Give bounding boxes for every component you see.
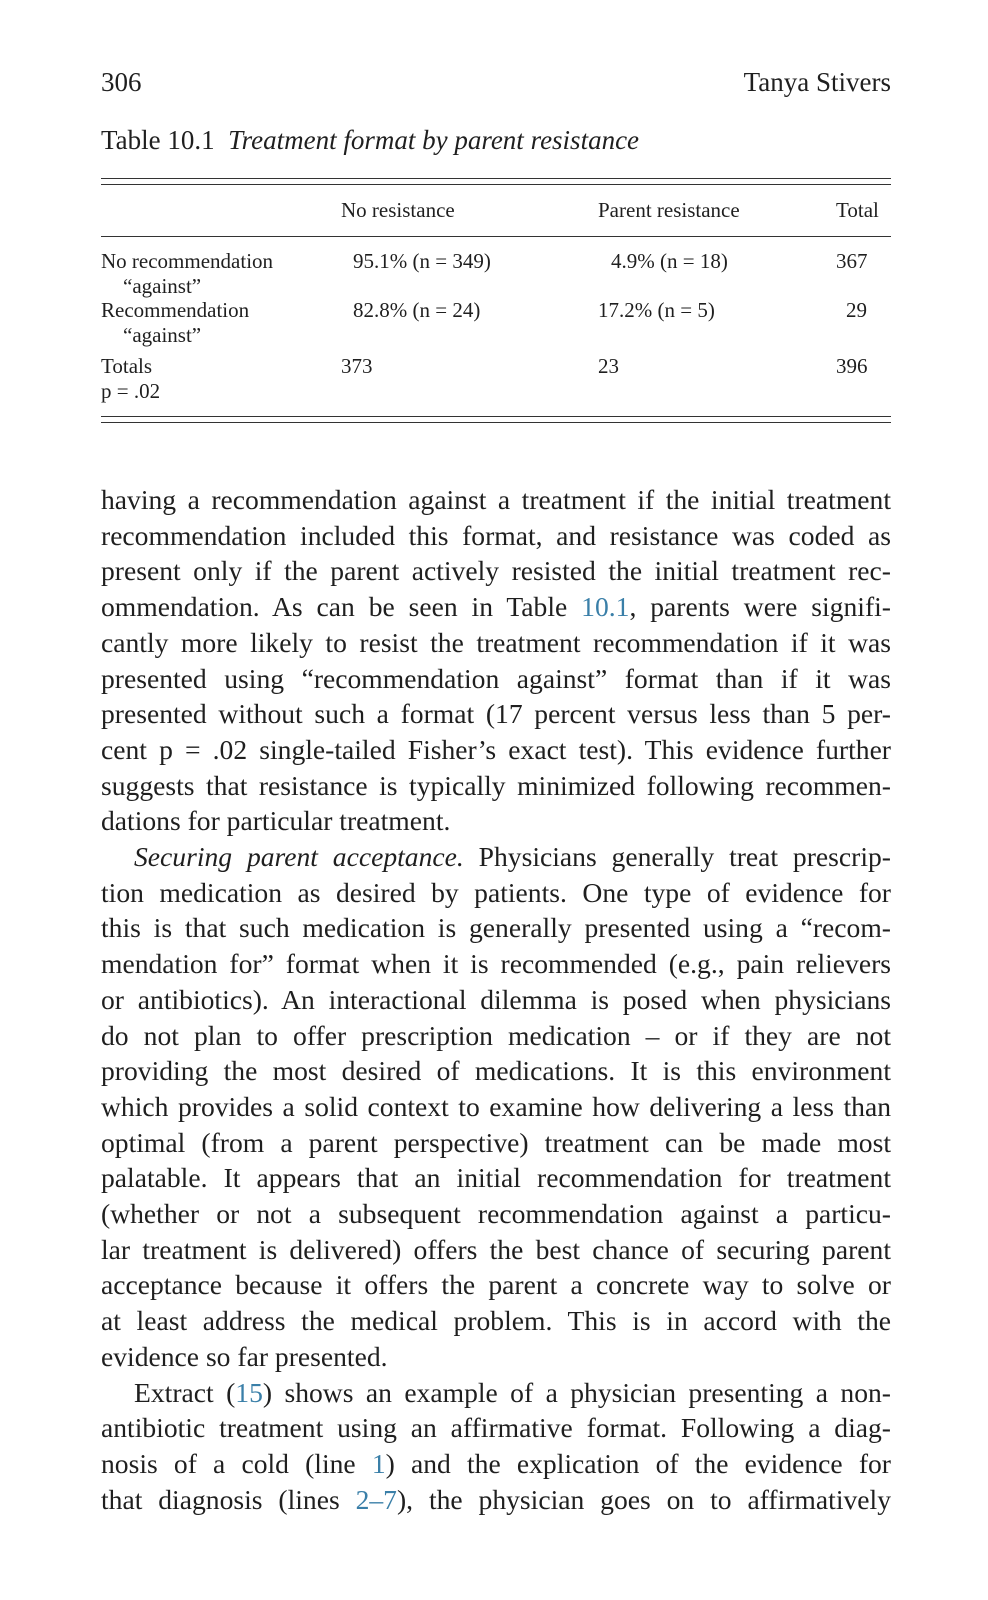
text-line: antibiotic treatment using an affirmative format. Following a diag- — [101, 1412, 891, 1444]
column-header-total: Total — [836, 198, 879, 222]
table-cell: 29 — [846, 298, 867, 322]
text-line: present only if the parent actively resisted the initial treatment rec- — [101, 555, 891, 587]
text-line: providing the most desired of medications. It is this environment — [101, 1055, 891, 1087]
text-line: (whether or not a subsequent recommendation against a particu- — [101, 1198, 891, 1230]
page-number: 306 — [101, 67, 142, 97]
row-label-line: Recommendation — [101, 298, 250, 322]
table-rule — [101, 184, 891, 185]
text-line: cantly more likely to resist the treatment recommendation if it was — [101, 626, 891, 658]
text-line: or antibiotics). An interactional dilemma is posed when physicians — [101, 983, 891, 1015]
text-line: optimal (from a parent perspective) treatment can be made most — [101, 1126, 891, 1158]
text-line: this is that such medication is generally presented using a “recom- — [101, 912, 891, 944]
section-run-in-heading: Securing parent acceptance. — [134, 841, 464, 873]
text-line — [101, 1375, 891, 1411]
text-line: dations for particular treatment. — [101, 805, 451, 837]
table-cell: 23 — [598, 354, 619, 378]
line-range-reference-link[interactable]: 2–7 — [355, 1483, 397, 1515]
text-line: tion medication as desired by patients. One type of evidence for — [101, 876, 891, 908]
text-line: acceptance because it offers the parent a concrete way to solve or — [101, 1269, 891, 1301]
text-line: palatable. It appears that an initial recommendation for treatment — [101, 1162, 891, 1194]
running-head: Tanya Stivers — [743, 67, 891, 97]
row-label-line: No recommendation — [101, 249, 274, 273]
text-line — [101, 1446, 891, 1482]
column-header-parent-resistance: Parent resistance — [598, 198, 740, 222]
line-reference-link[interactable]: 1 — [371, 1447, 386, 1479]
paragraph — [101, 839, 891, 1375]
text-line: recommendation included this format, and resistance was coded as — [101, 519, 891, 551]
table-cell: 373 — [341, 354, 373, 378]
text-line: suggests that resistance is typically minimized following recommen- — [101, 769, 891, 801]
text-line: having a recommendation against a treatment if the initial treatment — [101, 484, 891, 515]
extract-reference-link[interactable]: 15 — [235, 1376, 263, 1408]
row-label — [101, 298, 249, 348]
text-line — [101, 589, 891, 625]
text-line — [101, 839, 891, 875]
text-span: ), the physician goes on to affirmatively — [396, 1483, 891, 1515]
table-caption — [101, 122, 891, 158]
text-span: nosis of a cold (line — [101, 1447, 372, 1479]
table-cell: 95.1% (n = 349) — [353, 249, 491, 273]
row-label-line: “against” — [123, 323, 202, 347]
body-text — [101, 482, 891, 1517]
text-span: , parents were signifi- — [629, 591, 891, 623]
paragraph — [101, 482, 891, 839]
row-label-line: “against” — [123, 274, 202, 298]
text-span: ) and the explication of the evidence for — [385, 1447, 891, 1479]
text-line: lar treatment is delivered) offers the best chance of securing parent — [101, 1233, 891, 1265]
table-cell: 396 — [836, 354, 868, 378]
text-line: cent p = .02 single-tailed Fisher’s exact test). This evidence further — [101, 733, 891, 765]
text-line: evidence so far presented. — [101, 1340, 388, 1372]
text-span: Physicians generally treat prescrip- — [463, 841, 891, 873]
table-cell: 17.2% (n = 5) — [598, 298, 715, 322]
text-line: mendation for” format when it is recommended (e.g., pain relievers — [101, 948, 891, 980]
table-cell: 82.8% (n = 24) — [353, 298, 481, 322]
text-line: at least address the medical problem. This is in accord with the — [101, 1305, 891, 1337]
text-line: do not plan to offer prescription medication – or if they are not — [101, 1019, 891, 1051]
table-rule — [101, 236, 891, 237]
table-cell: 4.9% (n = 18) — [611, 249, 728, 273]
p-value: p = .02 — [101, 379, 161, 403]
table-label: Table 10.1 — [101, 125, 215, 155]
table-cell: 367 — [836, 249, 868, 273]
table-rule — [101, 422, 891, 423]
text-span: Extract ( — [134, 1376, 236, 1408]
table-title: Treatment format by parent resistance — [228, 125, 640, 155]
paragraph — [101, 1375, 891, 1518]
text-line: which provides a solid context to examine how delivering a less than — [101, 1090, 891, 1122]
text-span: ) shows an example of a physician presenting a non- — [262, 1376, 891, 1408]
table-rule — [101, 416, 891, 417]
text-span: that diagnosis (lines — [101, 1483, 356, 1515]
table-rule — [101, 178, 891, 179]
text-line — [101, 1482, 891, 1518]
row-label — [101, 249, 273, 299]
text-span: ommendation. As can be seen in Table — [101, 591, 582, 623]
column-header-no-resistance: No resistance — [341, 198, 455, 222]
text-line: presented using “recommendation against” format than if it was — [101, 662, 891, 694]
text-line: presented without such a format (17 percent versus less than 5 per- — [101, 698, 891, 730]
table-reference-link[interactable]: 10.1 — [581, 591, 630, 623]
row-label-totals: Totals — [101, 354, 153, 378]
